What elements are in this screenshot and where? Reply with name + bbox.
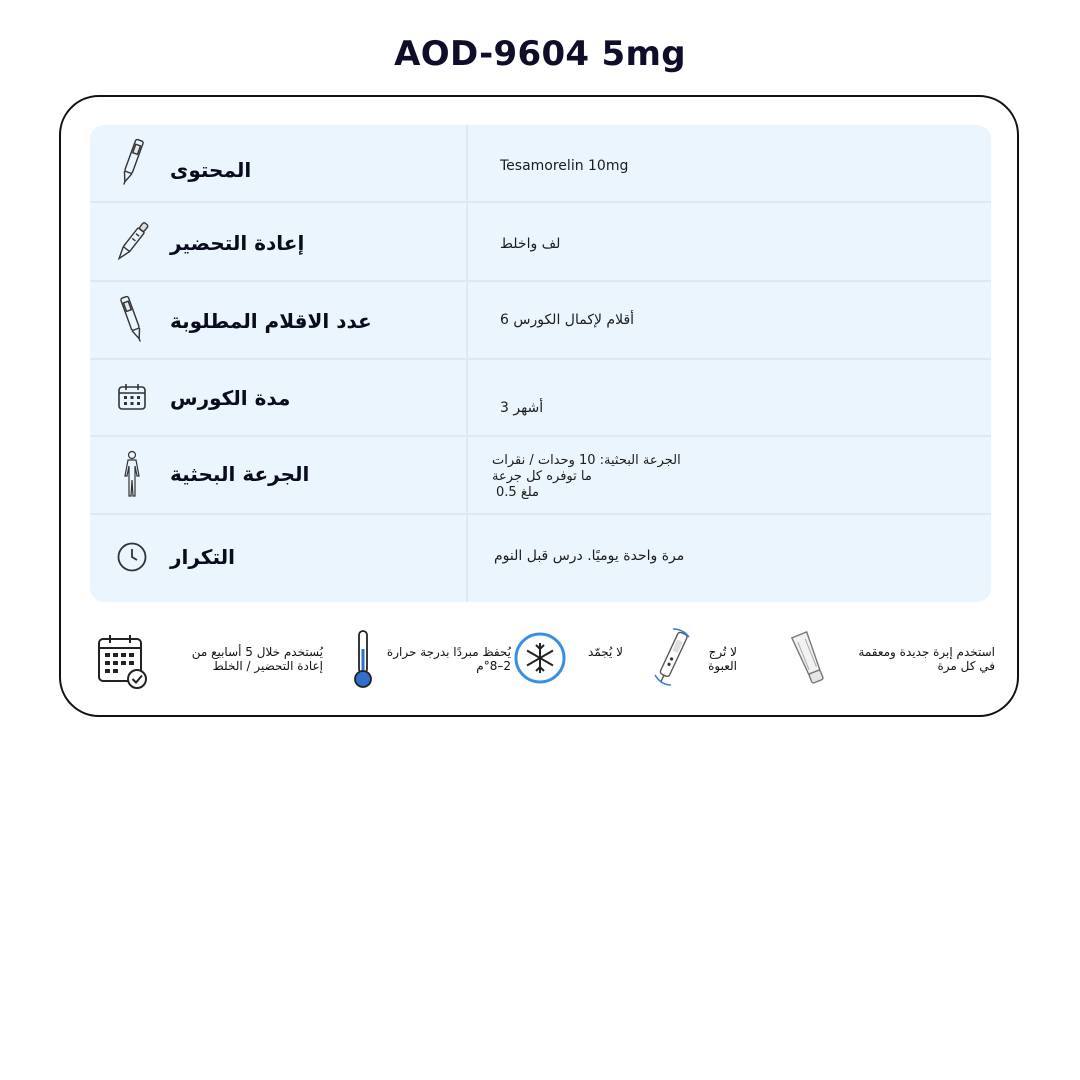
table-row-course-duration: [90, 360, 991, 437]
table-row-frequency: [90, 515, 991, 602]
table-row-research-dose: [90, 437, 991, 515]
calendar-check-icon: [97, 633, 149, 693]
row-label: عدد الاقلام المطلوبة: [170, 309, 372, 333]
clock-icon: [112, 532, 152, 582]
feature-text: لا تُرج العبوة: [708, 645, 737, 673]
row-label: التكرار: [170, 545, 235, 569]
feature-text: استخدم إبرة جديدة ومعقمة في كل مرة: [858, 645, 995, 673]
calendar-icon: [112, 372, 152, 422]
needle-icon: [787, 629, 831, 693]
feature-do-not-freeze: [513, 627, 623, 697]
row-label: الجرعة البحثية: [170, 462, 310, 486]
feature-new-needle: [787, 627, 997, 697]
page-title: AOD-9604 5mg: [394, 34, 686, 74]
info-table: [90, 125, 991, 602]
dose-line: ما توفره كل جرعة: [492, 469, 592, 484]
row-label: مدة الكورس: [170, 386, 291, 410]
table-row-reconstitution: [90, 203, 991, 282]
info-card: [59, 95, 1019, 717]
feature-text: لا يُجمّد: [588, 645, 623, 659]
pen-icon: [112, 294, 152, 344]
row-label: إعادة التحضير: [170, 231, 305, 255]
human-body-icon: [112, 449, 152, 499]
snowflake-icon: [513, 631, 567, 689]
pen-icon: [112, 137, 152, 187]
row-value: أشهر 3: [500, 400, 544, 416]
table-row-pens-needed: [90, 282, 991, 360]
row-value: لف واخلط: [500, 236, 561, 252]
row-value: [492, 453, 752, 501]
feature-do-not-shake: [649, 627, 749, 697]
feature-refrigerate: [351, 627, 511, 697]
row-value: Tesamorelin 10mg: [500, 158, 629, 174]
row-label: المحتوى: [170, 158, 252, 182]
dose-line: الجرعة البحثية: 10 وحدات / نقرات: [492, 453, 681, 468]
storage-instructions: [61, 627, 1017, 697]
feature-text: يُستخدم خلال 5 أسابيع من إعادة التحضير / الخلط: [191, 645, 323, 673]
feature-text: يُحفظ مبردًا بدرجة حرارة 2–8°م: [386, 645, 511, 673]
row-value: أقلام لإكمال الكورس 6: [500, 312, 635, 328]
dose-line: ملغ 0.5: [496, 485, 540, 500]
thermometer-icon: [351, 629, 375, 693]
dropper-icon: [112, 217, 152, 267]
no-shake-pen-icon: [649, 627, 695, 693]
feature-use-within-5-weeks: [97, 627, 327, 697]
row-value: مرة واحدة يوميًا. درس قبل النوم: [494, 548, 685, 564]
table-row-content: [90, 125, 991, 203]
